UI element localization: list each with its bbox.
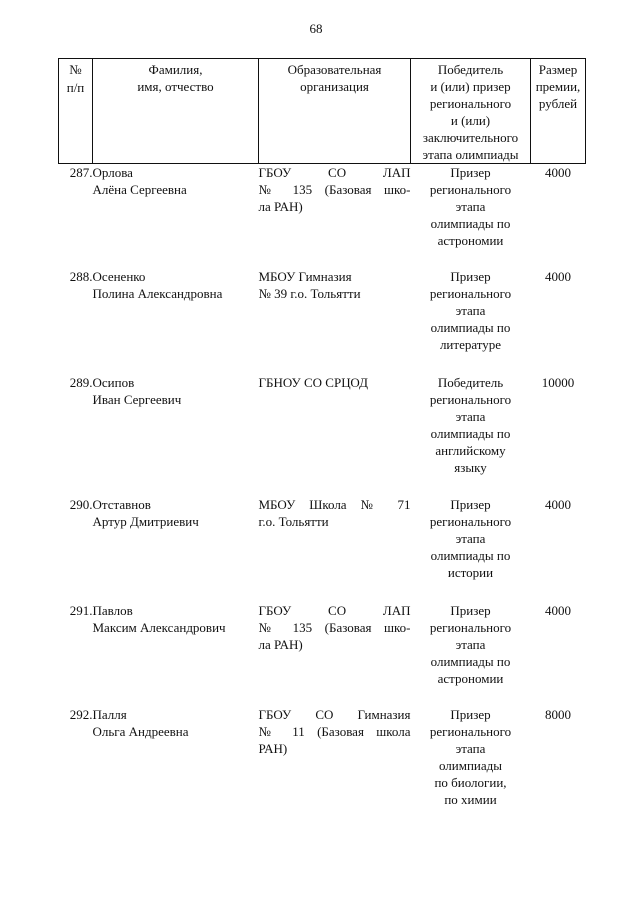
header-number: № п/п (59, 59, 93, 164)
organization: ГБОУ СО ЛАП № 135 (Базовая шко- ла РАН) (258, 602, 411, 652)
header-organization: Образовательная организация (259, 59, 411, 164)
prize-amount: 4000 (545, 165, 571, 180)
olympiad-result: Призер регионального этапа олимпиады по биологии, по химии (429, 706, 512, 807)
table-row (59, 496, 586, 602)
olympiad-result: Призер регионального этапа олимпиады по истории (429, 496, 512, 580)
student-name: Палля Ольга Андреевна (92, 706, 189, 739)
organization: ГБОУ СО ЛАП № 135 (Базовая шко- ла РАН) (258, 165, 411, 214)
prize-amount: 10000 (541, 374, 575, 390)
student-name: Осененко Полина Александровна (92, 268, 223, 301)
olympiad-result: Победитель регионального этапа олимпиады по английскому языку (429, 374, 512, 475)
olympiad-result: Призер регионального этапа олимпиады по астрономии (429, 165, 512, 248)
prize-amount: 4000 (545, 496, 571, 512)
student-name: Осипов Иван Сергеевич (92, 374, 182, 407)
student-name: Отставнов Артур Дмитриевич (92, 496, 199, 529)
table-row (59, 164, 586, 268)
student-name: Орлова Алёна Сергеевна (92, 165, 187, 197)
organization: ГБНОУ СО СРЦОД (258, 374, 369, 390)
olympiad-result: Призер регионального этапа олимпиады по литературе (429, 268, 512, 352)
row-number: 291. (69, 602, 93, 618)
table-header-row (59, 59, 586, 164)
table-row (59, 602, 586, 706)
table-row (59, 374, 586, 496)
winners-table (58, 58, 586, 826)
organization: МБОУ Гимназия № 39 г.о. Тольятти (258, 268, 361, 301)
header-result: Победитель и (или) призер регионального и (или) заключительного этапа олимпиады (411, 59, 531, 164)
row-number: 287. (69, 165, 93, 180)
header-prize: Размер премии, рублей (531, 59, 586, 164)
page-number: 68 (309, 21, 323, 36)
organization: ГБОУ СО Гимназия № 11 (Базовая школа РАН) (258, 706, 411, 756)
row-number: 292. (69, 706, 93, 722)
organization: МБОУ Школа № 71 г.о. Тольятти (258, 496, 411, 529)
table-row (59, 268, 586, 374)
table-row (59, 706, 586, 826)
prize-amount: 4000 (545, 268, 571, 284)
olympiad-result: Призер регионального этапа олимпиады по астрономии (429, 602, 512, 686)
row-number: 290. (69, 496, 93, 512)
row-number: 288. (69, 268, 93, 284)
row-number: 289. (69, 374, 93, 390)
header-name: Фамилия, имя, отчество (93, 59, 259, 164)
student-name: Павлов Максим Александрович (92, 602, 226, 635)
prize-amount: 4000 (545, 602, 571, 618)
prize-amount: 8000 (545, 706, 571, 722)
